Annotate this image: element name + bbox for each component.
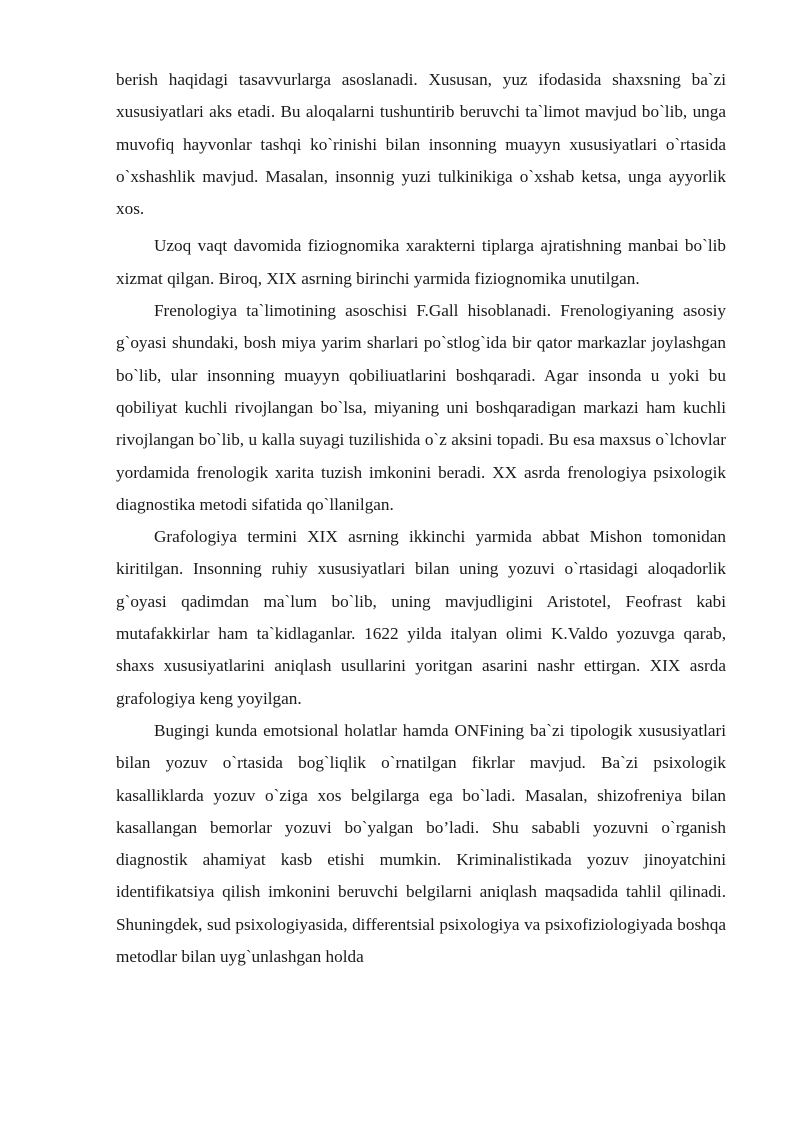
document-page <box>116 64 726 973</box>
paragraph-handwriting-today: Bugingi kunda emotsional holatlar hamda ONFining ba`zi tipologik xususiyatlari bilan yozuv o`rtasida bog`liqlik o`rnatilgan fikrlar mavjud. Ba`zi psixologik kasalliklarda yozuv o`ziga xos belgilarga ega bo`ladi. Masalan, shizofreniya bilan kasallangan bemorlar yozuvi bo`yalgan bo’ladi. Shu sababli yozuvni o`rganish diagnostik ahamiyat kasb etishi mumkin. Kriminalistikada yozuv jinoyatchini identifikatsiya qilish imkonini beruvchi belgilarni aniqlash maqsadida tahlil qilinadi. Shuningdek, sud psixologiyasida, differentsial psixologiya va psixofiziologiyada boshqa metodlar bilan uyg`unlashgan holda <box>116 720 726 967</box>
paragraph-graphology: Grafologiya termini XIX asrning ikkinchi yarmida abbat Mishon tomonidan kiritilgan. Insonning ruhiy xususiyatlari bilan uning yozuvi o`rtasidagi aloqadorlik g`oyasi qadimdan ma`lum bo`lib, uning mavjudligini Aristotel, Feofrast kabi mutafakkirlar ham ta`kidlaganlar. 1622 yilda italyan olimi K.Valdo yozuvga qarab, shaxs xususiyatlarini aniqlash usullarini yoritgan asarini nashr ettirgan. XIX asrda grafologiya keng yoyilgan. <box>116 527 726 708</box>
paragraph-phrenology: Frenologiya ta`limotining asoschisi F.Gall hisoblanadi. Frenologiyaning asosiy g`oyasi shundaki, bosh miya yarim sharlari po`stlog`ida bir qator markazlar joylashgan bo`lib, ular insonning muayyn qobiliuatlarini boshqaradi. Agar insonda u yoki bu qobiliyat kuchli rivojlangan bo`lsa, miyaning uni boshqaradigan markazi ham kuchli rivojlangan bo`lib, u kalla suyagi tuzilishida o`z aksini topadi. Bu esa maxsus o`lchovlar yordamida frenologik xarita tuzish imkonini beradi. XX asrda frenologiya psixologik diagnostika metodi sifatida qo`llanilgan. <box>116 301 726 514</box>
paragraph-physiognomy-history: Uzoq vaqt davomida fiziognomika xarakterni tiplarga ajratishning manbai bo`lib xizmat qilgan. Biroq, XIX asrning birinchi yarmida fiziognomika unutilgan. <box>116 236 726 288</box>
paragraph-physiognomy-continued: berish haqidagi tasavvurlarga asoslanadi. Xususan, yuz ifodasida shaxsning ba`zi xususiyatlari aks etadi. Bu aloqalarni tushuntirib beruvchi ta`limot mavjud bo`lib, unga muvofiq hayvonlar tashqi ko`rinishi bilan insonning muayyn xususiyatlari o`rtasida o`xshashlik mavjud. Masalan, insonnig yuzi tulkinikiga o`xshab ketsa, unga ayyorlik xos. <box>116 70 726 219</box>
